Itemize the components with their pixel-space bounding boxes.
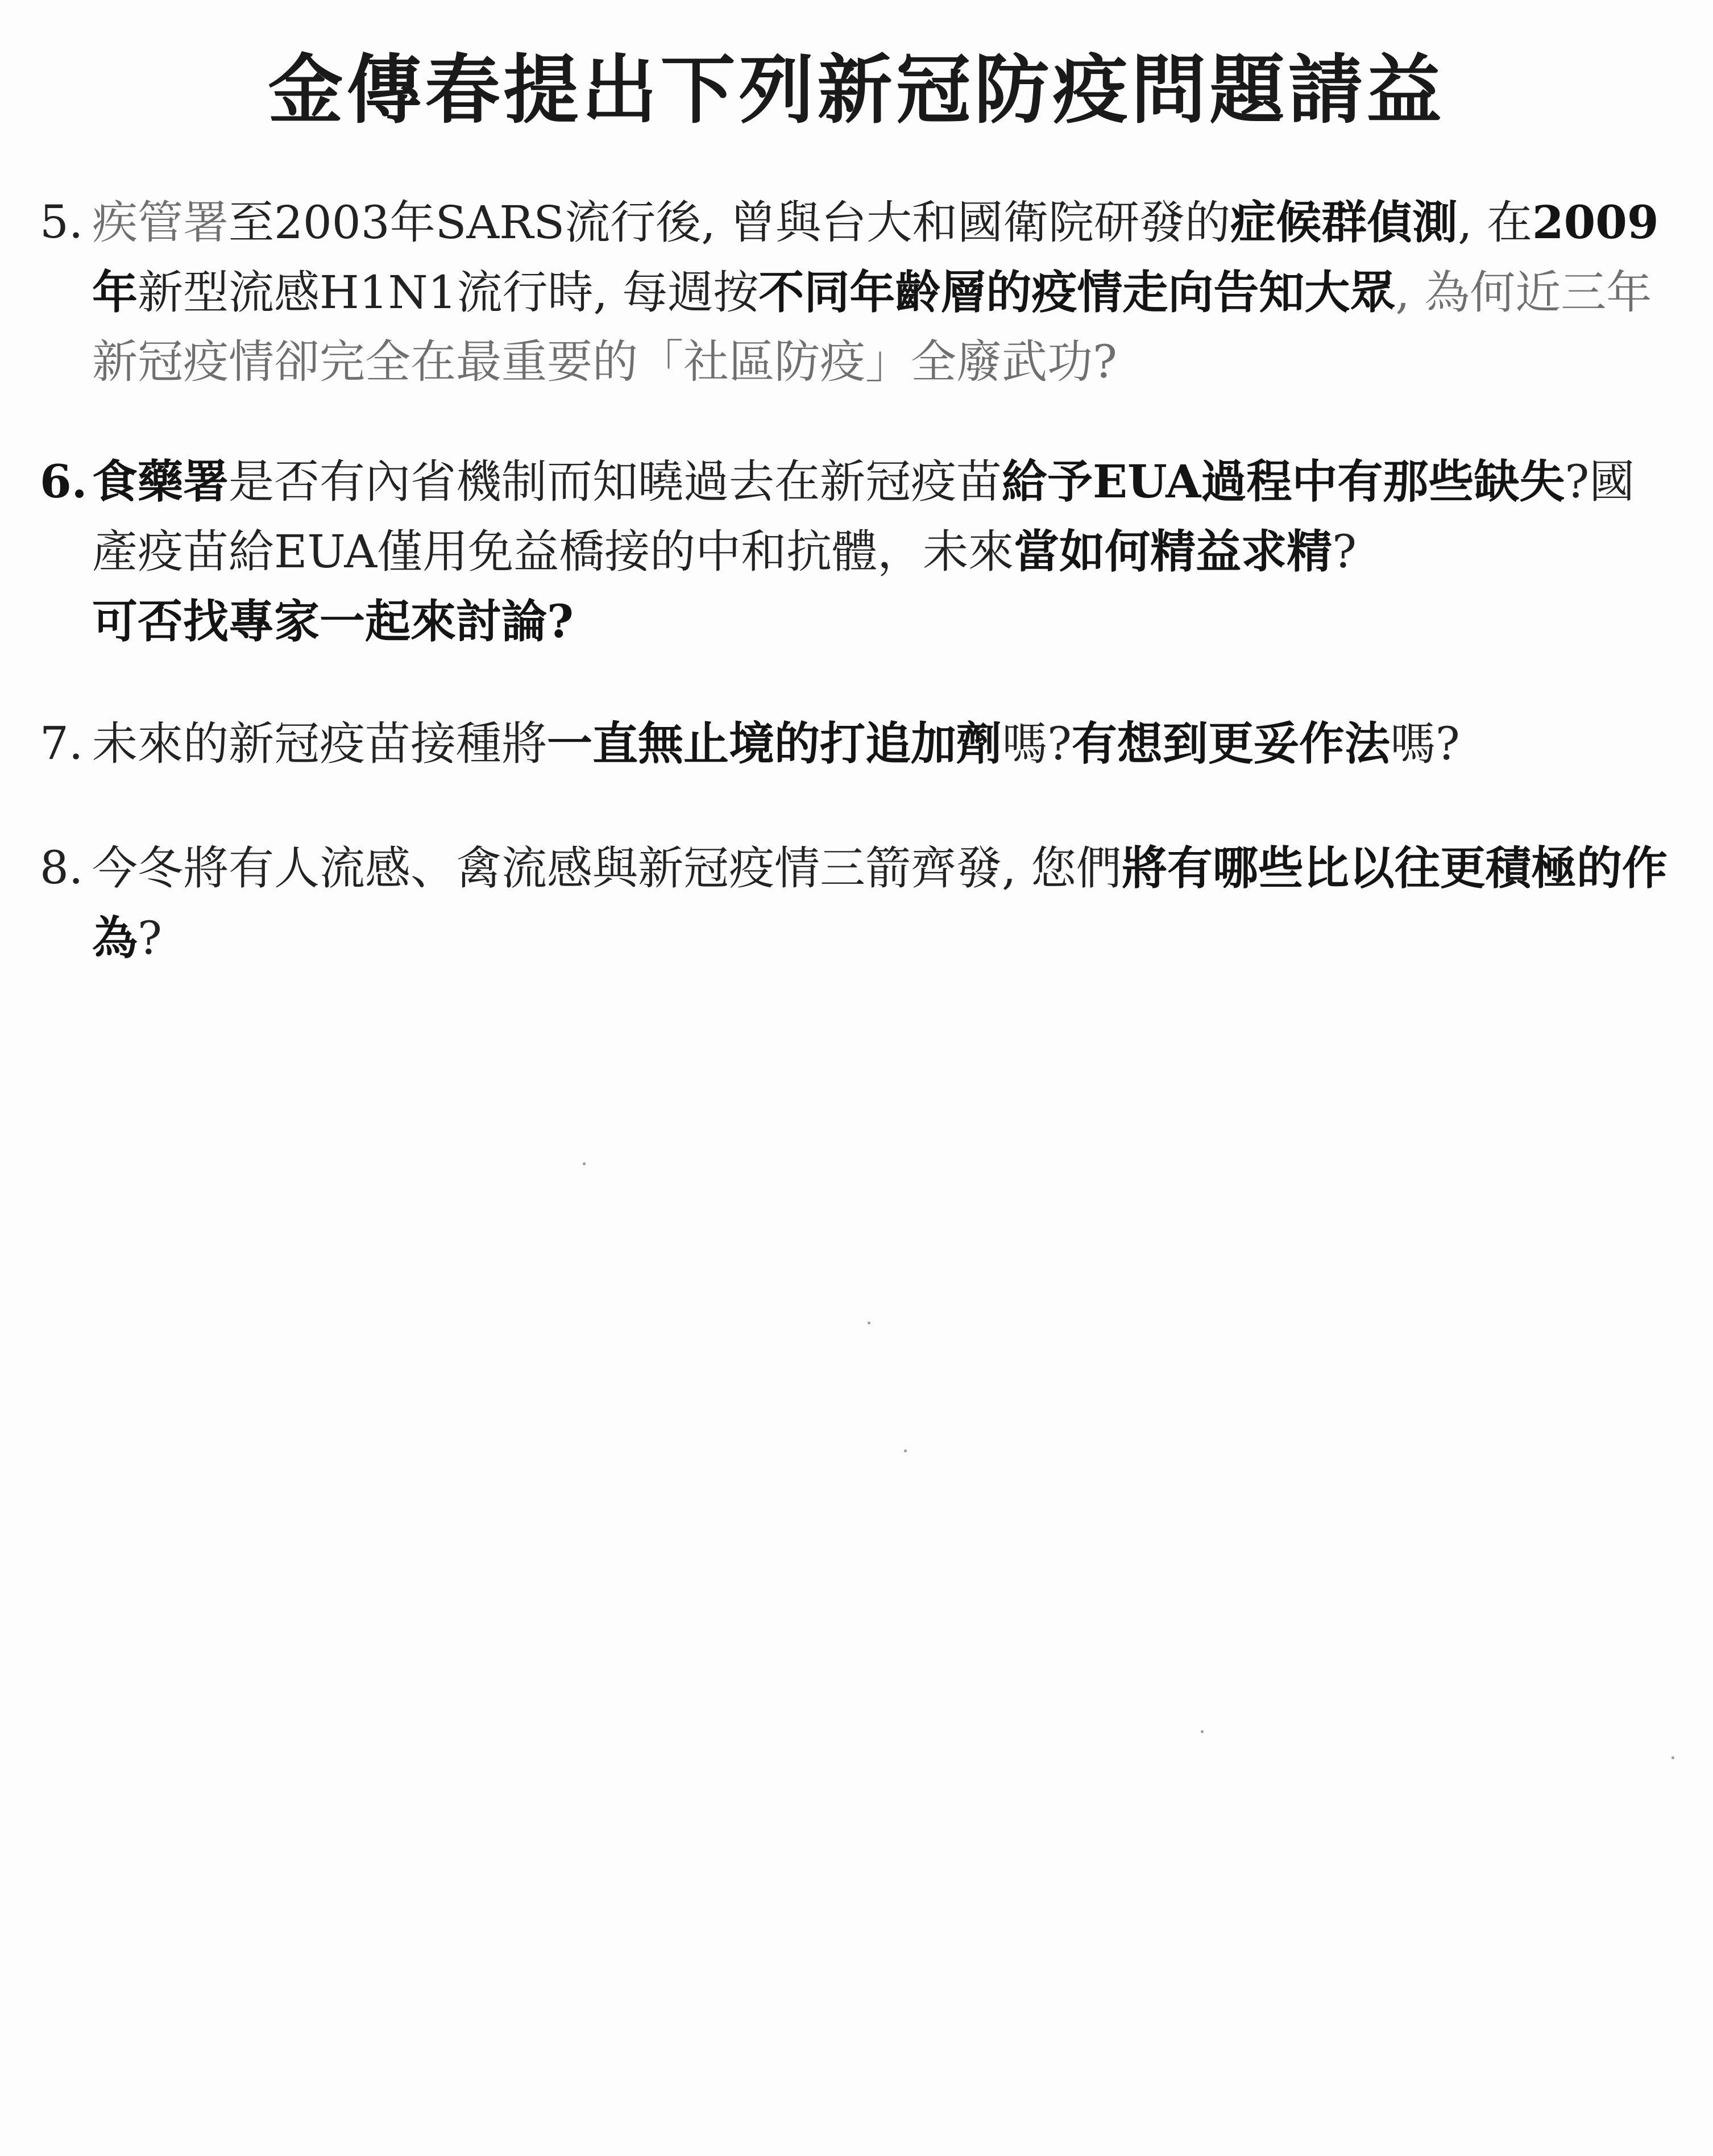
- question-number: 6.: [40, 455, 88, 508]
- scan-speck: [1671, 1756, 1674, 1759]
- scan-speck: [1201, 1730, 1204, 1733]
- text-segment: 新型流感H1N1流行時, 每週按: [138, 266, 759, 319]
- question-number: 8.: [40, 841, 84, 894]
- document-title: 金傳春提出下列新冠防疫問題請益: [268, 46, 1445, 134]
- text-segment: 不同年齡層的疫情走向告知大眾: [758, 265, 1396, 319]
- text-segment: 2009年: [92, 196, 1659, 319]
- scan-speck: [904, 1449, 907, 1452]
- question-6: [40, 447, 1677, 657]
- text-segment: 今冬將有人流感、禽流感與新冠疫情三箭齊發, 您們: [92, 842, 1122, 895]
- text-segment: 嗎?: [1002, 717, 1072, 770]
- question-8: [40, 833, 1677, 973]
- text-segment: 給予EUA過程中有那些缺失: [1002, 455, 1565, 508]
- question-7: [40, 709, 1677, 779]
- text-segment: 疾管署: [92, 196, 229, 249]
- text-segment: 一直無止境的打追加劑: [547, 717, 1002, 770]
- text-segment: 有想到更妥作法: [1071, 717, 1390, 770]
- text-segment: ?: [138, 912, 162, 965]
- text-segment: , 為何近三年新冠疫情卻完全在最重要的「社區防疫」全廢武功?: [92, 266, 1652, 388]
- text-segment: ?國產疫苗給EUA僅用免益橋接的中和抗體，未來: [92, 455, 1635, 578]
- question-number: 5.: [40, 196, 84, 248]
- text-segment: , 在: [1458, 196, 1532, 249]
- text-segment: 可否找專家一起來討論?: [92, 595, 574, 648]
- text-segment: ?: [1332, 525, 1357, 578]
- text-segment: 是否有內省機制而知曉過去在新冠疫苗: [229, 455, 1002, 508]
- text-segment: 未來的新冠疫苗接種將: [92, 717, 547, 770]
- scan-speck: [868, 1322, 870, 1324]
- scan-speck: [583, 1162, 586, 1165]
- text-segment: 當如何精益求精: [1014, 525, 1333, 578]
- text-segment: 將有哪些比以往更積極的作為: [92, 841, 1668, 965]
- question-list: [40, 188, 1677, 1023]
- text-segment: 食藥署: [92, 455, 229, 508]
- text-segment: 嗎?: [1390, 717, 1460, 770]
- question-5: [40, 188, 1677, 397]
- text-segment: 至2003年SARS流行後, 曾與台大和國衛院研發的: [229, 196, 1231, 249]
- question-number: 7.: [40, 717, 84, 770]
- text-segment: 症候群偵測: [1230, 196, 1458, 249]
